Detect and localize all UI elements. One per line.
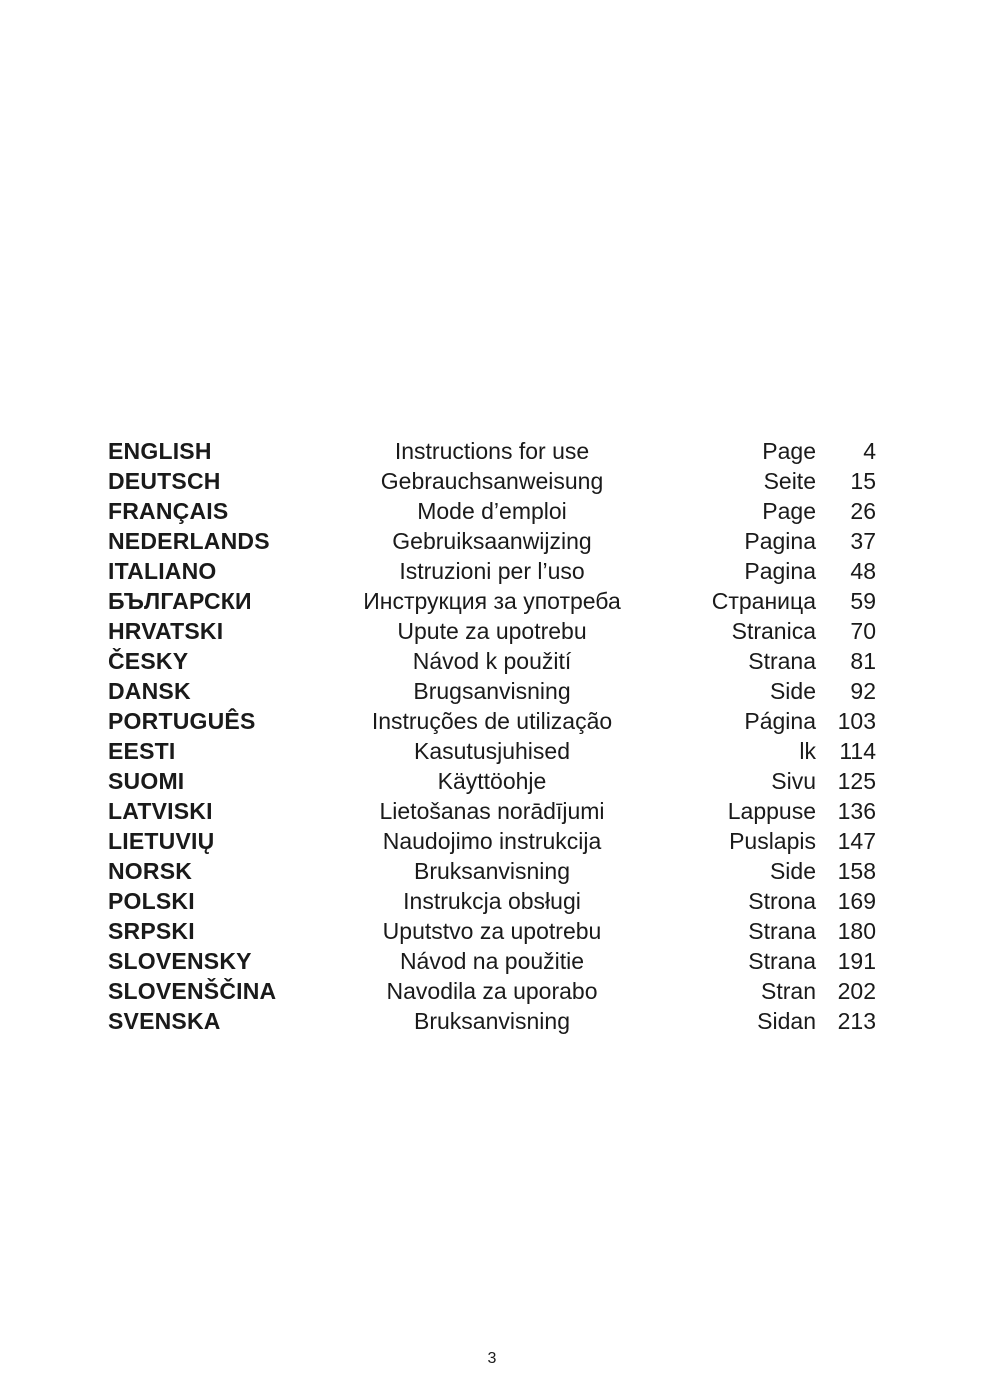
manual-title: Instrukcja obsługi xyxy=(403,888,581,914)
manual-title: Mode d’emploi xyxy=(417,498,567,524)
language-name: LIETUVIŲ xyxy=(108,828,215,854)
manual-title: Brugsanvisning xyxy=(413,678,571,704)
page-reference: 136 xyxy=(837,798,876,824)
page-reference: 4 xyxy=(863,438,876,464)
page-reference: 114 xyxy=(839,738,876,764)
language-name: LATVISKI xyxy=(108,798,213,824)
language-name: HRVATSKI xyxy=(108,618,224,644)
toc-row xyxy=(108,736,878,766)
toc-row xyxy=(108,796,878,826)
page-reference: 191 xyxy=(837,948,876,974)
page-number: 3 xyxy=(487,1350,497,1367)
toc-row xyxy=(108,766,878,796)
page-label: Pagina xyxy=(744,558,816,584)
page-reference: 92 xyxy=(850,678,876,704)
language-name: ITALIANO xyxy=(108,558,217,584)
toc-row xyxy=(108,496,878,526)
toc-row xyxy=(108,706,878,736)
toc-row xyxy=(108,676,878,706)
language-name: PORTUGUÊS xyxy=(108,708,256,734)
manual-title: Käyttöohje xyxy=(437,768,547,794)
page-label: Stranica xyxy=(731,618,816,644)
manual-title: Bruksanvisning xyxy=(414,1008,570,1034)
page-reference: 213 xyxy=(837,1008,876,1034)
page-label: Strana xyxy=(748,648,816,674)
manual-title: Navodila za uporabo xyxy=(386,978,598,1004)
toc-row xyxy=(108,646,878,676)
toc-row xyxy=(108,946,878,976)
language-name: SRPSKI xyxy=(108,918,195,944)
manual-title: Gebruiksaanwijzing xyxy=(392,528,592,554)
page-reference: 125 xyxy=(837,768,876,794)
page-label: Page xyxy=(762,498,816,524)
page-label: Seite xyxy=(763,468,816,494)
toc-row xyxy=(108,556,878,586)
language-name: NORSK xyxy=(108,858,193,884)
page-label: Strana xyxy=(748,918,816,944)
manual-title: Bruksanvisning xyxy=(414,858,570,884)
page-reference: 103 xyxy=(837,708,876,734)
toc-row xyxy=(108,436,878,466)
manual-title: Lietošanas norādījumi xyxy=(379,798,605,824)
manual-title: Istruzioni per l’uso xyxy=(399,558,585,584)
page-label: Sivu xyxy=(771,768,816,794)
language-table-of-contents xyxy=(108,436,878,1036)
page-label: Strana xyxy=(748,948,816,974)
toc-row xyxy=(108,856,878,886)
page-label: Lappuse xyxy=(727,798,816,824)
language-name: FRANÇAIS xyxy=(108,498,229,524)
manual-title: Инструкция за употреба xyxy=(363,588,621,614)
page-reference: 37 xyxy=(850,528,876,554)
page-reference: 48 xyxy=(850,558,876,584)
page-label: lk xyxy=(799,738,816,764)
page-label: Stran xyxy=(761,978,816,1004)
language-name: DEUTSCH xyxy=(108,468,221,494)
language-name: NEDERLANDS xyxy=(108,528,270,554)
page-reference: 26 xyxy=(850,498,876,524)
toc-row xyxy=(108,526,878,556)
page-label: Pagina xyxy=(744,528,816,554)
manual-title: Instruções de utilização xyxy=(371,708,613,734)
manual-title: Instructions for use xyxy=(394,438,590,464)
page-reference: 202 xyxy=(837,978,876,1004)
toc-row xyxy=(108,1006,878,1036)
manual-title: Upute za upotrebu xyxy=(397,618,587,644)
page-reference: 81 xyxy=(850,648,876,674)
toc-row xyxy=(108,466,878,496)
page-label: Página xyxy=(744,708,816,734)
manual-title: Kasutusjuhised xyxy=(414,738,570,764)
page-label: Страница xyxy=(711,588,816,614)
language-name: SVENSKA xyxy=(108,1008,221,1034)
language-name: SUOMI xyxy=(108,768,185,794)
page-reference: 70 xyxy=(850,618,876,644)
toc-row xyxy=(108,886,878,916)
language-name: SLOVENŠČINA xyxy=(108,978,277,1004)
page-reference: 158 xyxy=(837,858,876,884)
language-name: EESTI xyxy=(108,738,176,764)
toc-row xyxy=(108,916,878,946)
manual-title: Naudojimo instrukcija xyxy=(382,828,602,854)
page-reference: 15 xyxy=(850,468,876,494)
language-name: SLOVENSKY xyxy=(108,948,252,974)
manual-title: Návod na použitie xyxy=(399,948,585,974)
language-name: ENGLISH xyxy=(108,438,212,464)
language-name: БЪЛГАРСКИ xyxy=(108,588,252,614)
language-name: POLSKI xyxy=(108,888,195,914)
page-label: Side xyxy=(769,678,816,704)
toc-row xyxy=(108,586,878,616)
page-label: Page xyxy=(762,438,816,464)
page-reference: 59 xyxy=(850,588,876,614)
language-name: DANSK xyxy=(108,678,191,704)
page-reference: 180 xyxy=(837,918,876,944)
page-label: Strona xyxy=(748,888,816,914)
language-name: ČESKY xyxy=(108,648,189,674)
manual-title: Návod k použití xyxy=(412,648,572,674)
manual-title: Uputstvo za upotrebu xyxy=(382,918,602,944)
page-label: Sidan xyxy=(757,1008,816,1034)
page-reference: 147 xyxy=(837,828,876,854)
page-label: Side xyxy=(769,858,816,884)
page-reference: 169 xyxy=(837,888,876,914)
toc-row xyxy=(108,826,878,856)
manual-title: Gebrauchsanweisung xyxy=(380,468,604,494)
page-label: Puslapis xyxy=(729,828,816,854)
toc-row xyxy=(108,976,878,1006)
toc-row xyxy=(108,616,878,646)
